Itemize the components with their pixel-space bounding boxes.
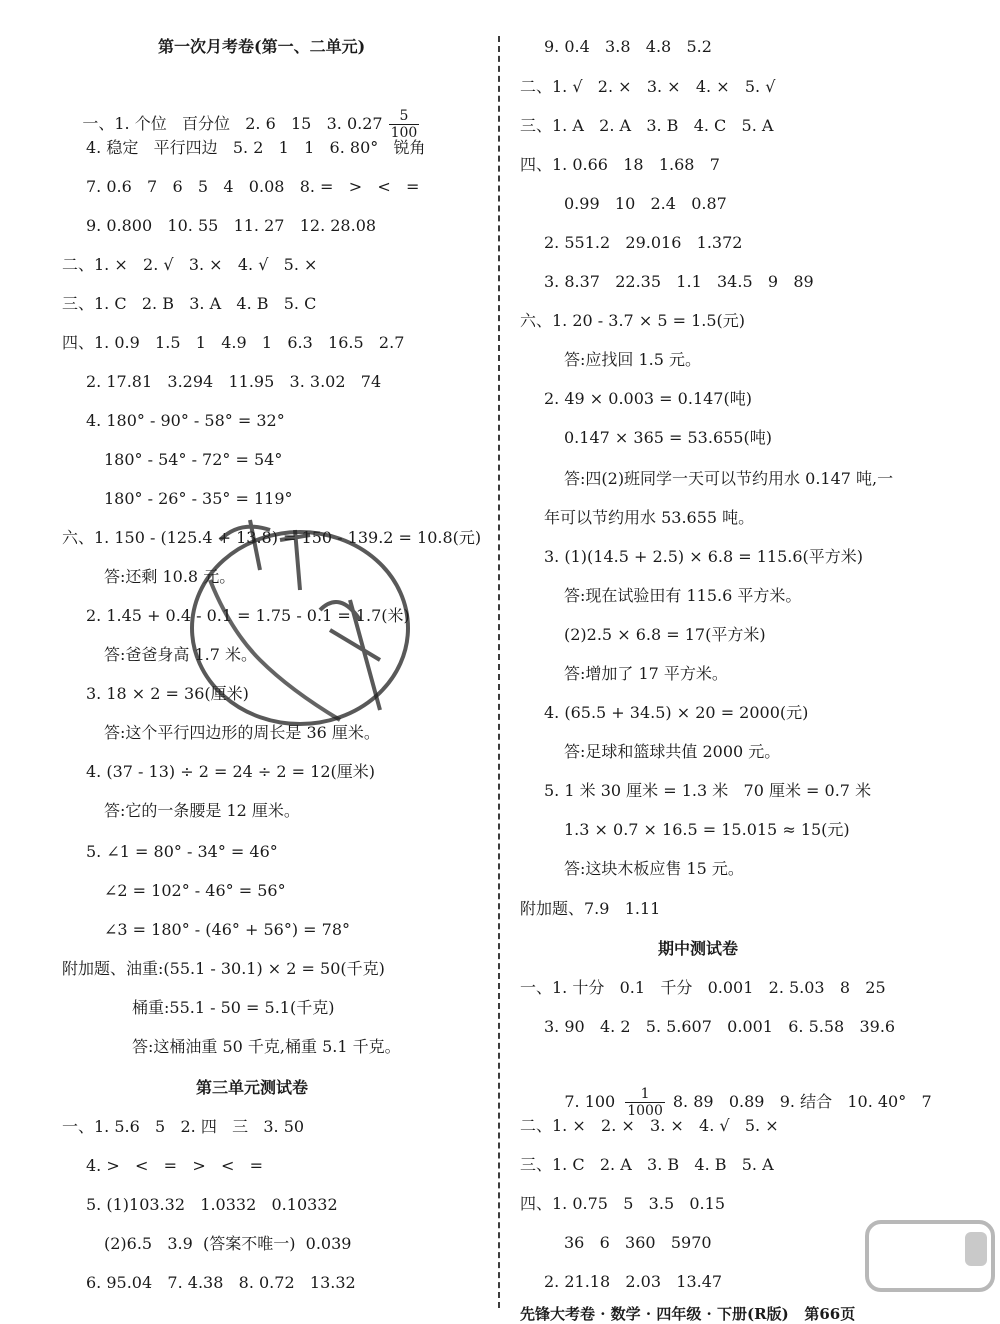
- answer-line: ∠2 = 102° - 46° = 56°: [104, 881, 286, 900]
- answer-line: 4. 180° - 90° - 58° = 32°: [86, 411, 285, 430]
- answer-line: 3. 90 4. 2 5. 5.607 0.001 6. 5.58 39.6: [544, 1017, 896, 1036]
- answer-line: 答:四(2)班同学一天可以节约用水 0.147 吨,一: [564, 469, 894, 488]
- answer-line: 4. (65.5 + 34.5) × 20 = 2000(元): [544, 703, 809, 722]
- answer-line: 三、1. C 2. A 3. B 4. B 5. A: [520, 1155, 774, 1174]
- column-divider: [498, 36, 500, 1308]
- answer-line: 3. 18 × 2 = 36(厘米): [86, 684, 249, 703]
- answer-line: 9. 0.4 3.8 4.8 5.2: [544, 37, 712, 56]
- answer-line: 答:现在试验田有 115.6 平方米。: [564, 586, 802, 605]
- answer-line: 二、1. × 2. × 3. × 4. √ 5. ×: [520, 1116, 779, 1135]
- answer-line: 36 6 360 5970: [564, 1233, 712, 1252]
- answer-line: 180° - 54° - 72° = 54°: [104, 450, 283, 469]
- logo-badge: [965, 1232, 987, 1266]
- answer-line: 2. 17.81 3.294 11.95 3. 3.02 74: [86, 372, 382, 391]
- answer-line: 三、1. C 2. B 3. A 4. B 5. C: [62, 294, 317, 313]
- answer-line: 答:增加了 17 平方米。: [564, 664, 728, 683]
- answer-line: 二、1. √ 2. × 3. × 4. × 5. √: [520, 77, 776, 96]
- answer-line: 0.147 × 365 = 53.655(吨): [564, 428, 772, 447]
- answer-line: 四、1. 0.66 18 1.68 7: [520, 155, 720, 174]
- answer-line: 四、1. 0.75 5 3.5 0.15: [520, 1194, 726, 1213]
- logo-shape: [865, 1220, 995, 1320]
- fraction-denominator: 100: [390, 125, 418, 141]
- section-title-unit-three-test: 第三单元测试卷: [196, 1078, 309, 1097]
- answer-line: 0.99 10 2.4 0.87: [564, 194, 727, 213]
- answer-line: 六、1. 150 - (125.4 + 13.8) = 150 - 139.2 = 10.8(元): [62, 528, 482, 547]
- answer-line: 5. (1)103.32 1.0332 0.10332: [86, 1195, 338, 1214]
- fraction-numerator: 5: [399, 108, 409, 124]
- answer-line: 答:还剩 10.8 元。: [104, 567, 236, 586]
- fraction-numerator: 1: [640, 1086, 650, 1102]
- answer-line: (2)6.5 3.9 (答案不唯一) 0.039: [104, 1234, 352, 1253]
- answer-line: 3. 8.37 22.35 1.1 34.5 9 89: [544, 272, 814, 291]
- answer-line: 答:爸爸身高 1.7 米。: [104, 645, 258, 664]
- answer-line: 一、1. 十分 0.1 千分 0.001 2. 5.03 8 25: [520, 978, 886, 997]
- answer-line: 4. 稳定 平行四边 5. 2 1 1 6. 80° 锐角: [86, 138, 426, 157]
- answer-line: 答:这桶油重 50 千克,桶重 5.1 千克。: [132, 1037, 401, 1056]
- answer-line: 1.3 × 0.7 × 16.5 = 15.015 ≈ 15(元): [564, 820, 850, 839]
- answer-line: 一、1. 5.6 5 2. 四 三 3. 50: [62, 1117, 305, 1136]
- answer-line: 答:它的一条腰是 12 厘米。: [104, 801, 300, 820]
- answer-line: 答:这块木板应售 15 元。: [564, 859, 744, 878]
- answer-line: 附加题、油重:(55.1 - 30.1) × 2 = 50(千克): [62, 959, 385, 978]
- section-title-first-monthly-exam: 第一次月考卷(第一、二单元): [158, 37, 366, 56]
- answer-line: 2. 1.45 + 0.4 - 0.1 = 1.75 - 0.1 = 1.7(米): [86, 606, 410, 625]
- answer-text: 8. 89 0.89 9. 结合 10. 40° 7: [672, 1092, 932, 1111]
- section-title-midterm-test: 期中测试卷: [658, 939, 739, 958]
- answer-line: 二、1. × 2. √ 3. × 4. √ 5. ×: [62, 255, 318, 274]
- answer-line: 答:这个平行四边形的周长是 36 厘米。: [104, 723, 380, 742]
- answer-line: 5. 1 米 30 厘米 = 1.3 米 70 厘米 = 0.7 米: [544, 781, 872, 800]
- answer-line: 答:足球和篮球共值 2000 元。: [564, 742, 781, 761]
- answer-line: 4. (37 - 13) ÷ 2 = 24 ÷ 2 = 12(厘米): [86, 762, 376, 781]
- answer-line: (2)2.5 × 6.8 = 17(平方米): [564, 625, 766, 644]
- answer-line: 180° - 26° - 35° = 119°: [104, 489, 293, 508]
- fraction-denominator: 1000: [627, 1103, 663, 1119]
- answer-line: ∠3 = 180° - (46° + 56°) = 78°: [104, 920, 350, 939]
- answer-line: 附加题、7.9 1.11: [520, 899, 661, 918]
- answer-line: 答:应找回 1.5 元。: [564, 350, 702, 369]
- answer-line: 年可以节约用水 53.655 吨。: [544, 508, 755, 527]
- answer-line: 2. 21.18 2.03 13.47: [544, 1272, 723, 1291]
- answer-text: 一、1. 个位 百分位 2. 6 15 3. 0.27: [82, 114, 383, 133]
- answer-line: 6. 95.04 7. 4.38 8. 0.72 13.32: [86, 1273, 356, 1292]
- answer-line: 四、1. 0.9 1.5 1 4.9 1 6.3 16.5 2.7: [62, 333, 405, 352]
- answer-line: 4. > < = > < =: [86, 1156, 264, 1175]
- page-footer: 先锋大考卷 · 数学 · 四年级 · 下册(R版) 第66页: [520, 1305, 856, 1323]
- answer-line: 六、1. 20 - 3.7 × 5 = 1.5(元): [520, 311, 746, 330]
- answer-text: 7. 100: [564, 1092, 616, 1111]
- site-logo: [865, 1220, 995, 1320]
- answer-line: 7. 0.6 7 6 5 4 0.08 8. = > < =: [86, 177, 420, 196]
- answer-line: 2. 551.2 29.016 1.372: [544, 233, 743, 252]
- answer-line: 9. 0.800 10. 55 11. 27 12. 28.08: [86, 216, 377, 235]
- answer-line: 3. (1)(14.5 + 2.5) × 6.8 = 115.6(平方米): [544, 547, 864, 566]
- answer-line: 2. 49 × 0.003 = 0.147(吨): [544, 389, 752, 408]
- answer-line: 桶重:55.1 - 50 = 5.1(千克): [132, 998, 335, 1017]
- answer-line: 5. ∠1 = 80° - 34° = 46°: [86, 842, 278, 861]
- answer-line: 三、1. A 2. A 3. B 4. C 5. A: [520, 116, 774, 135]
